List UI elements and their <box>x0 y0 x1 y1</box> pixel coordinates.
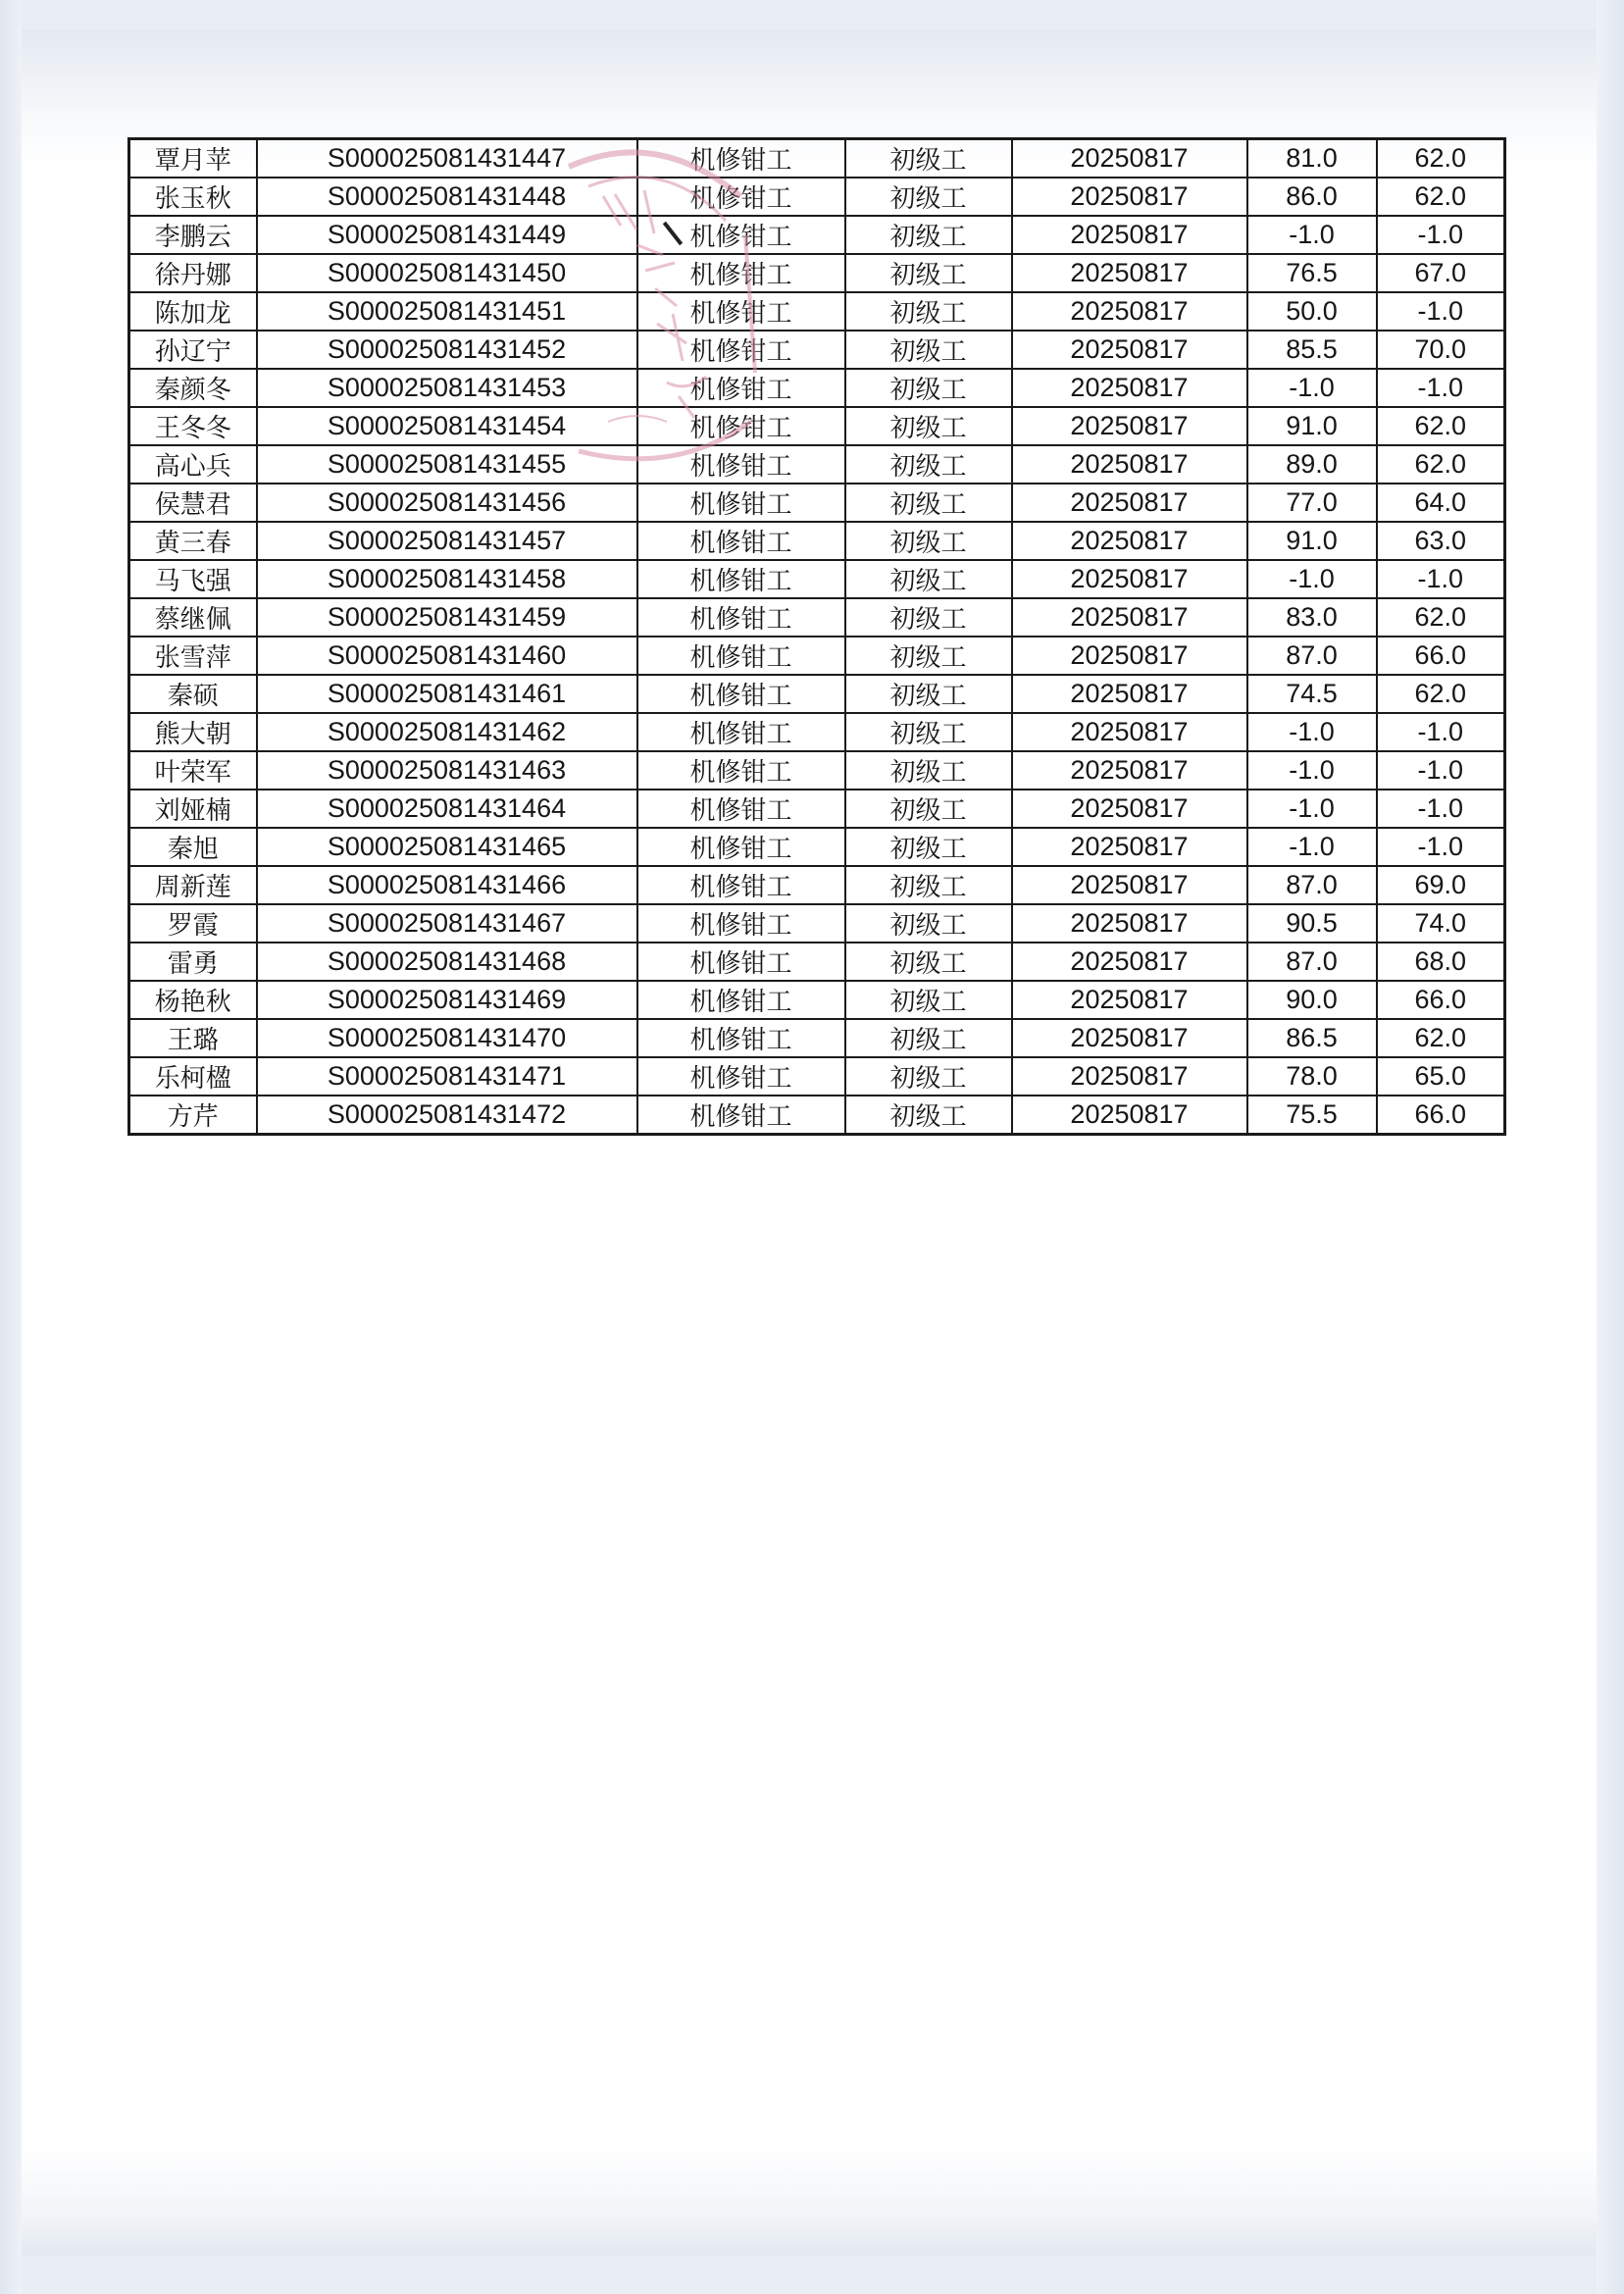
cell-date: 20250817 <box>1012 943 1247 981</box>
cell-name: 李鹏云 <box>129 216 257 254</box>
cell-name: 秦颜冬 <box>129 369 257 407</box>
table-row <box>129 1057 1505 1096</box>
cell-cert: S000025081431448 <box>257 178 637 216</box>
cell-name: 熊大朝 <box>129 713 257 751</box>
table-row <box>129 866 1505 904</box>
cell-trade: 机修钳工 <box>637 904 845 943</box>
cell-trade: 机修钳工 <box>637 713 845 751</box>
cell-name: 黄三春 <box>129 522 257 560</box>
table-row <box>129 828 1505 866</box>
table-row <box>129 1096 1505 1135</box>
cell-cert: S000025081431471 <box>257 1057 637 1096</box>
cell-cert: S000025081431452 <box>257 331 637 369</box>
table-row <box>129 713 1505 751</box>
cell-score1: 81.0 <box>1247 139 1377 178</box>
cell-level: 初级工 <box>845 790 1012 828</box>
cell-score2: 66.0 <box>1377 637 1505 675</box>
cell-score1: 87.0 <box>1247 943 1377 981</box>
cell-score1: 91.0 <box>1247 407 1377 445</box>
cell-trade: 机修钳工 <box>637 178 845 216</box>
table-row <box>129 484 1505 522</box>
table-row <box>129 598 1505 637</box>
cell-score1: 74.5 <box>1247 675 1377 713</box>
cell-score1: -1.0 <box>1247 713 1377 751</box>
cell-trade: 机修钳工 <box>637 139 845 178</box>
cell-cert: S000025081431454 <box>257 407 637 445</box>
cell-name: 杨艳秋 <box>129 981 257 1019</box>
scan-edge-right <box>1597 0 1624 2294</box>
cell-name: 张雪萍 <box>129 637 257 675</box>
cell-score2: 62.0 <box>1377 178 1505 216</box>
cell-level: 初级工 <box>845 637 1012 675</box>
cell-date: 20250817 <box>1012 790 1247 828</box>
cell-date: 20250817 <box>1012 1057 1247 1096</box>
table-row <box>129 904 1505 943</box>
cell-date: 20250817 <box>1012 1019 1247 1057</box>
table-row <box>129 216 1505 254</box>
cell-date: 20250817 <box>1012 216 1247 254</box>
cell-cert: S000025081431453 <box>257 369 637 407</box>
cell-level: 初级工 <box>845 981 1012 1019</box>
cell-cert: S000025081431455 <box>257 445 637 484</box>
cell-name: 王冬冬 <box>129 407 257 445</box>
cell-date: 20250817 <box>1012 713 1247 751</box>
cell-score1: 91.0 <box>1247 522 1377 560</box>
cell-score1: -1.0 <box>1247 560 1377 598</box>
cell-score1: -1.0 <box>1247 751 1377 790</box>
cell-date: 20250817 <box>1012 484 1247 522</box>
cell-trade: 机修钳工 <box>637 1019 845 1057</box>
cell-level: 初级工 <box>845 1019 1012 1057</box>
cell-date: 20250817 <box>1012 178 1247 216</box>
cell-score1: 87.0 <box>1247 866 1377 904</box>
cell-date: 20250817 <box>1012 407 1247 445</box>
cell-trade: 机修钳工 <box>637 598 845 637</box>
cell-cert: S000025081431457 <box>257 522 637 560</box>
cell-trade: 机修钳工 <box>637 369 845 407</box>
cell-name: 秦旭 <box>129 828 257 866</box>
cell-cert: S000025081431451 <box>257 292 637 331</box>
cell-score1: 83.0 <box>1247 598 1377 637</box>
cell-trade: 机修钳工 <box>637 522 845 560</box>
cell-name: 侯慧君 <box>129 484 257 522</box>
cell-score1: -1.0 <box>1247 790 1377 828</box>
cell-date: 20250817 <box>1012 981 1247 1019</box>
cell-date: 20250817 <box>1012 560 1247 598</box>
cell-level: 初级工 <box>845 713 1012 751</box>
table-row <box>129 445 1505 484</box>
cell-cert: S000025081431469 <box>257 981 637 1019</box>
cell-level: 初级工 <box>845 675 1012 713</box>
cell-name: 叶荣军 <box>129 751 257 790</box>
cell-name: 乐柯楹 <box>129 1057 257 1096</box>
cell-score2: 62.0 <box>1377 1019 1505 1057</box>
cell-score2: 63.0 <box>1377 522 1505 560</box>
cell-date: 20250817 <box>1012 445 1247 484</box>
cell-cert: S000025081431472 <box>257 1096 637 1135</box>
cell-level: 初级工 <box>845 751 1012 790</box>
cell-level: 初级工 <box>845 216 1012 254</box>
cell-score2: -1.0 <box>1377 216 1505 254</box>
cell-score1: -1.0 <box>1247 828 1377 866</box>
cell-level: 初级工 <box>845 904 1012 943</box>
cell-score2: 62.0 <box>1377 445 1505 484</box>
cell-name: 方芹 <box>129 1096 257 1135</box>
table-row <box>129 637 1505 675</box>
table-row <box>129 560 1505 598</box>
cell-score2: 62.0 <box>1377 598 1505 637</box>
cell-date: 20250817 <box>1012 904 1247 943</box>
cell-level: 初级工 <box>845 560 1012 598</box>
cell-trade: 机修钳工 <box>637 331 845 369</box>
cell-score2: -1.0 <box>1377 828 1505 866</box>
cell-date: 20250817 <box>1012 292 1247 331</box>
cell-level: 初级工 <box>845 866 1012 904</box>
cell-cert: S000025081431466 <box>257 866 637 904</box>
cell-trade: 机修钳工 <box>637 1057 845 1096</box>
table-row <box>129 331 1505 369</box>
cell-cert: S000025081431467 <box>257 904 637 943</box>
cell-score2: 62.0 <box>1377 139 1505 178</box>
cell-score1: 89.0 <box>1247 445 1377 484</box>
cell-cert: S000025081431450 <box>257 254 637 292</box>
cell-date: 20250817 <box>1012 866 1247 904</box>
cell-score1: 85.5 <box>1247 331 1377 369</box>
cell-trade: 机修钳工 <box>637 254 845 292</box>
cell-name: 高心兵 <box>129 445 257 484</box>
cell-trade: 机修钳工 <box>637 407 845 445</box>
cell-score2: 70.0 <box>1377 331 1505 369</box>
cell-score2: 66.0 <box>1377 1096 1505 1135</box>
table-row <box>129 139 1505 178</box>
cell-date: 20250817 <box>1012 598 1247 637</box>
cell-score1: 87.0 <box>1247 637 1377 675</box>
table-row <box>129 522 1505 560</box>
cell-cert: S000025081431456 <box>257 484 637 522</box>
cell-score1: -1.0 <box>1247 369 1377 407</box>
cell-level: 初级工 <box>845 254 1012 292</box>
cell-name: 覃月苹 <box>129 139 257 178</box>
cell-trade: 机修钳工 <box>637 216 845 254</box>
cell-level: 初级工 <box>845 445 1012 484</box>
cell-date: 20250817 <box>1012 369 1247 407</box>
cell-score2: -1.0 <box>1377 751 1505 790</box>
scan-edge-left <box>0 0 22 2294</box>
cell-level: 初级工 <box>845 828 1012 866</box>
table-row <box>129 943 1505 981</box>
cell-score2: 68.0 <box>1377 943 1505 981</box>
cell-name: 孙辽宁 <box>129 331 257 369</box>
cell-score1: 86.0 <box>1247 178 1377 216</box>
cell-cert: S000025081431464 <box>257 790 637 828</box>
cell-date: 20250817 <box>1012 254 1247 292</box>
cell-level: 初级工 <box>845 139 1012 178</box>
cell-cert: S000025081431468 <box>257 943 637 981</box>
cell-name: 刘娅楠 <box>129 790 257 828</box>
table-row <box>129 790 1505 828</box>
cell-trade: 机修钳工 <box>637 943 845 981</box>
cell-score1: 77.0 <box>1247 484 1377 522</box>
cell-date: 20250817 <box>1012 828 1247 866</box>
cell-cert: S000025081431459 <box>257 598 637 637</box>
cell-score2: 66.0 <box>1377 981 1505 1019</box>
cell-level: 初级工 <box>845 1057 1012 1096</box>
cell-trade: 机修钳工 <box>637 866 845 904</box>
cell-cert: S000025081431458 <box>257 560 637 598</box>
cell-date: 20250817 <box>1012 139 1247 178</box>
cell-name: 周新莲 <box>129 866 257 904</box>
cell-date: 20250817 <box>1012 675 1247 713</box>
cell-level: 初级工 <box>845 407 1012 445</box>
cell-date: 20250817 <box>1012 522 1247 560</box>
cell-trade: 机修钳工 <box>637 828 845 866</box>
cell-level: 初级工 <box>845 331 1012 369</box>
cell-trade: 机修钳工 <box>637 292 845 331</box>
cell-trade: 机修钳工 <box>637 981 845 1019</box>
table-body <box>129 139 1505 1135</box>
table-row <box>129 407 1505 445</box>
table-row <box>129 675 1505 713</box>
cell-level: 初级工 <box>845 522 1012 560</box>
cell-trade: 机修钳工 <box>637 560 845 598</box>
cell-date: 20250817 <box>1012 637 1247 675</box>
cell-score2: -1.0 <box>1377 292 1505 331</box>
cell-cert: S000025081431465 <box>257 828 637 866</box>
cell-name: 马飞强 <box>129 560 257 598</box>
cell-date: 20250817 <box>1012 751 1247 790</box>
table-row <box>129 1019 1505 1057</box>
cell-cert: S000025081431462 <box>257 713 637 751</box>
table-row <box>129 292 1505 331</box>
cell-score2: 62.0 <box>1377 407 1505 445</box>
cell-trade: 机修钳工 <box>637 790 845 828</box>
cell-name: 秦硕 <box>129 675 257 713</box>
cell-trade: 机修钳工 <box>637 445 845 484</box>
cell-score2: -1.0 <box>1377 713 1505 751</box>
cell-score1: -1.0 <box>1247 216 1377 254</box>
cell-level: 初级工 <box>845 484 1012 522</box>
cell-cert: S000025081431449 <box>257 216 637 254</box>
cell-trade: 机修钳工 <box>637 484 845 522</box>
cell-name: 王璐 <box>129 1019 257 1057</box>
cell-score2: -1.0 <box>1377 560 1505 598</box>
cell-cert: S000025081431460 <box>257 637 637 675</box>
cell-level: 初级工 <box>845 598 1012 637</box>
cell-trade: 机修钳工 <box>637 675 845 713</box>
table-row <box>129 751 1505 790</box>
cell-level: 初级工 <box>845 943 1012 981</box>
cell-date: 20250817 <box>1012 1096 1247 1135</box>
cell-score1: 86.5 <box>1247 1019 1377 1057</box>
cell-name: 雷勇 <box>129 943 257 981</box>
cell-score2: -1.0 <box>1377 790 1505 828</box>
cell-date: 20250817 <box>1012 331 1247 369</box>
cell-score1: 78.0 <box>1247 1057 1377 1096</box>
cell-level: 初级工 <box>845 178 1012 216</box>
cell-level: 初级工 <box>845 292 1012 331</box>
cell-name: 罗霞 <box>129 904 257 943</box>
cell-trade: 机修钳工 <box>637 751 845 790</box>
cell-level: 初级工 <box>845 369 1012 407</box>
cell-score1: 50.0 <box>1247 292 1377 331</box>
table-row <box>129 254 1505 292</box>
cell-cert: S000025081431463 <box>257 751 637 790</box>
cell-score2: 74.0 <box>1377 904 1505 943</box>
table-row <box>129 178 1505 216</box>
cell-name: 徐丹娜 <box>129 254 257 292</box>
cell-score1: 76.5 <box>1247 254 1377 292</box>
table-row <box>129 369 1505 407</box>
cell-score2: 62.0 <box>1377 675 1505 713</box>
cell-cert: S000025081431447 <box>257 139 637 178</box>
cell-name: 张玉秋 <box>129 178 257 216</box>
cell-score2: 67.0 <box>1377 254 1505 292</box>
cell-level: 初级工 <box>845 1096 1012 1135</box>
cell-score2: 69.0 <box>1377 866 1505 904</box>
cell-cert: S000025081431470 <box>257 1019 637 1057</box>
cell-trade: 机修钳工 <box>637 1096 845 1135</box>
cell-trade: 机修钳工 <box>637 637 845 675</box>
cell-score2: 64.0 <box>1377 484 1505 522</box>
cell-name: 蔡继佩 <box>129 598 257 637</box>
exam-results-table <box>127 137 1506 1136</box>
cell-score1: 75.5 <box>1247 1096 1377 1135</box>
cell-cert: S000025081431461 <box>257 675 637 713</box>
cell-name: 陈加龙 <box>129 292 257 331</box>
cell-score2: 65.0 <box>1377 1057 1505 1096</box>
cell-score2: -1.0 <box>1377 369 1505 407</box>
cell-score1: 90.5 <box>1247 904 1377 943</box>
table-row <box>129 981 1505 1019</box>
cell-score1: 90.0 <box>1247 981 1377 1019</box>
